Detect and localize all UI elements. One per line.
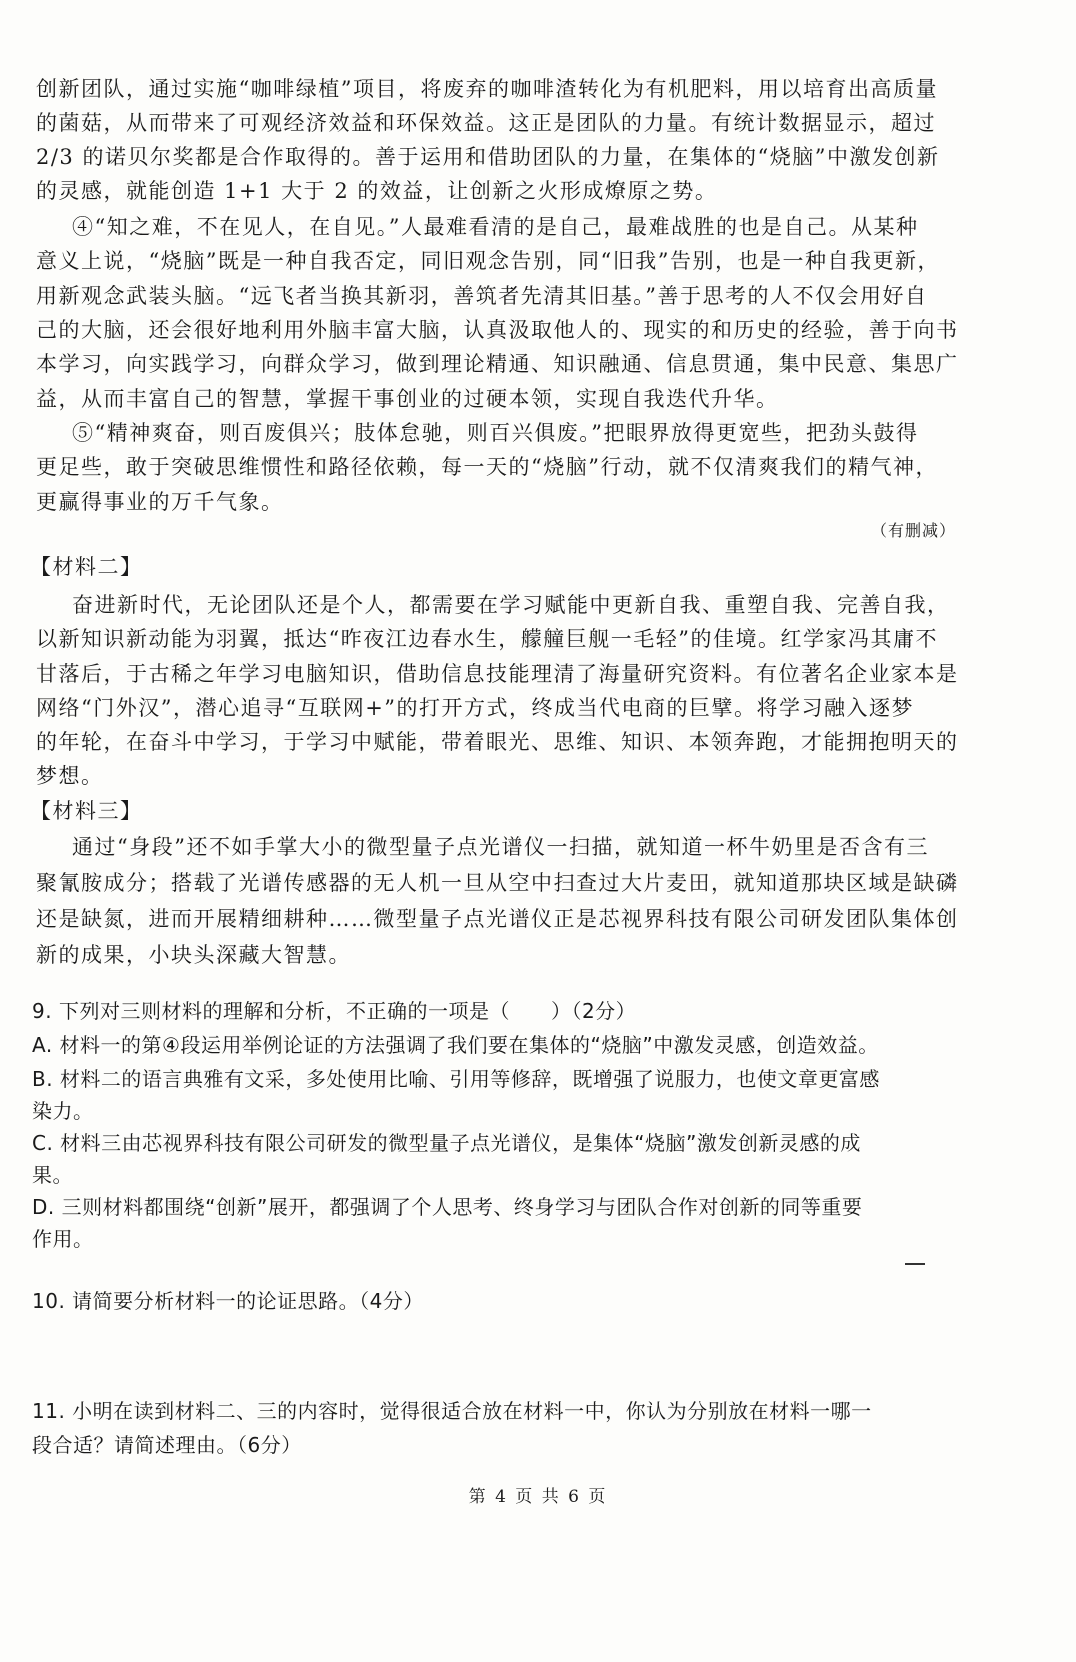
material2-line: 以新知识新动能为羽翼，抵达“昨夜江边春水生，艨艟巨舰一毛轻”的佳境。红学家冯其庸不 — [36, 627, 938, 651]
material2-line: 甘落后，于古稀之年学习电脑知识，借助信息技能理清了海量研究资料。有位著名企业家本是 — [36, 662, 959, 686]
material2-line: 奋进新时代，无论团队还是个人，都需要在学习赋能中更新自我、重塑自我、完善自我， — [72, 593, 950, 617]
material2-line: 网络“门外汉”，潜心追寻“互联网+”的打开方式，终成当代电商的巨擘。将学习融入逐梦 — [36, 696, 915, 720]
question-11-line: 11. 小明在读到材料二、三的内容时，觉得很适合放在材料一中，你认为分别放在材料一哪一 — [32, 1399, 872, 1423]
question-9-option-d-cont: 作用。 — [32, 1227, 94, 1251]
material1-line: 创新团队，通过实施“咖啡绿植”项目，将废弃的咖啡渣转化为有机肥料，用以培育出高质量 — [36, 77, 938, 101]
material1-line: 的灵感，就能创造 1+1 大于 2 的效益，让创新之火形成燎原之势。 — [36, 179, 718, 203]
material1-line: 2/3 的诺贝尔奖都是合作取得的。善于运用和借助团队的力量，在集体的“烧脑”中激发创新 — [36, 145, 940, 169]
question-9-option-b-cont: 染力。 — [32, 1099, 94, 1123]
material1-line: 本学习，向实践学习，向群众学习，做到理论精通、知识融通、信息贯通，集中民意、集思广 — [36, 352, 959, 376]
material3-line: 通过“身段”还不如手掌大小的微型量子点光谱仪一扫描，就知道一杯牛奶里是否含有三 — [72, 835, 929, 859]
question-9-option-a: A. 材料一的第④段运用举例论证的方法强调了我们要在集体的“烧脑”中激发灵感，创造效益。 — [32, 1033, 879, 1057]
source-note: （有删减） — [870, 521, 956, 540]
material2-heading: 【材料二】 — [30, 555, 143, 579]
stray-mark — [905, 1263, 925, 1265]
question-9-option-c-cont: 果。 — [32, 1163, 73, 1187]
material3-line: 聚氰胺成分；搭载了光谱传感器的无人机一旦从空中扫查过大片麦田，就知道那块区域是缺磷 — [36, 871, 959, 895]
question-9-stem: 9. 下列对三则材料的理解和分析，不正确的一项是（ ）（2分） — [32, 999, 637, 1023]
page-number: 第 4 页 共 6 页 — [468, 1487, 608, 1507]
question-11-line: 段合适？请简述理由。（6分） — [32, 1433, 302, 1457]
material1-line: 益，从而丰富自己的智慧，掌握干事创业的过硬本领，实现自我迭代升华。 — [36, 387, 779, 411]
question-9-option-d: D. 三则材料都围绕“创新”展开，都强调了个人思考、终身学习与团队合作对创新的同等重要 — [32, 1195, 863, 1219]
question-9-option-c: C. 材料三由芯视界科技有限公司研发的微型量子点光谱仪，是集体“烧脑”激发创新灵感的成 — [32, 1131, 861, 1155]
material1-line: 的菌菇，从而带来了可观经济效益和环保效益。这正是团队的力量。有统计数据显示，超过 — [36, 111, 936, 135]
material1-line: 更赢得事业的万千气象。 — [36, 490, 284, 514]
question-9-option-b: B. 材料二的语言典雅有文采，多处使用比喻、引用等修辞，既增强了说服力，也使文章更富感 — [32, 1067, 880, 1091]
material1-line: 用新观念武装头脑。“远飞者当换其新羽，善筑者先清其旧基。”善于思考的人不仅会用好自 — [36, 284, 928, 308]
material1-line: 更足些，敢于突破思维惯性和路径依赖，每一天的“烧脑”行动，就不仅清爽我们的精气神， — [36, 455, 938, 479]
material3-line: 还是缺氮，进而开展精细耕种……微型量子点光谱仪正是芯视界科技有限公司研发团队集体创 — [36, 907, 959, 931]
material1-paragraph5-start: ⑤“精神爽奋，则百废俱兴；肢体怠驰，则百兴俱废。”把眼界放得更宽些，把劲头鼓得 — [72, 421, 919, 445]
material3-heading: 【材料三】 — [30, 799, 143, 823]
material3-line: 新的成果，小块头深藏大智慧。 — [36, 943, 351, 967]
material1-line: 意义上说，“烧脑”既是一种自我否定，同旧观念告别，同“旧我”告别，也是一种自我更新， — [36, 249, 940, 273]
material2-line: 梦想。 — [36, 764, 104, 788]
material1-paragraph4-start: ④“知之难，不在见人，在自见。”人最难看清的是自己，最难战胜的也是自己。从某种 — [72, 215, 919, 239]
material2-line: 的年轮，在奋斗中学习，于学习中赋能，带着眼光、思维、知识、本领奔跑，才能拥抱明天的 — [36, 730, 959, 754]
material1-line: 己的大脑，还会很好地利用外脑丰富大脑，认真汲取他人的、现实的和历史的经验，善于向书 — [36, 318, 959, 342]
question-10: 10. 请简要分析材料一的论证思路。（4分） — [32, 1289, 424, 1313]
